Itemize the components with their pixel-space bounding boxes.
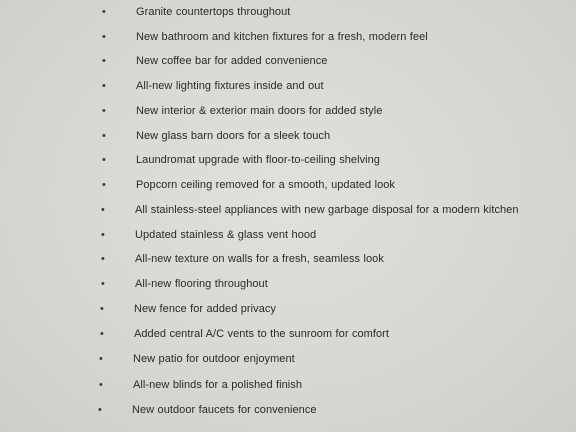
list-item xyxy=(102,150,572,170)
list-item xyxy=(101,274,571,294)
list-item xyxy=(102,126,572,146)
list-item xyxy=(100,324,570,344)
bullet: • xyxy=(99,353,103,365)
list-item-text: New interior & exterior main doors for added style xyxy=(136,105,383,117)
bullet: • xyxy=(100,303,104,315)
list-item-text: All stainless-steel appliances with new garbage disposal for a modern kitchen xyxy=(135,204,519,216)
bullet: • xyxy=(101,204,105,216)
bullet: • xyxy=(101,253,105,265)
bullet: • xyxy=(102,130,106,142)
list-item-text: Granite countertops throughout xyxy=(136,6,291,18)
bullet: • xyxy=(101,229,105,241)
list-item xyxy=(99,349,569,369)
list-item-text: All-new blinds for a polished finish xyxy=(133,379,302,391)
list-item xyxy=(101,200,571,220)
list-item-text: All-new texture on walls for a fresh, seamless look xyxy=(135,253,384,265)
bullet: • xyxy=(100,328,104,340)
list-item-text: Popcorn ceiling removed for a smooth, updated look xyxy=(136,179,395,191)
list-item-text: All-new lighting fixtures inside and out xyxy=(136,80,324,92)
list-item-text: Added central A/C vents to the sunroom for comfort xyxy=(134,328,389,340)
list-item-text: Updated stainless & glass vent hood xyxy=(135,229,317,241)
bullet: • xyxy=(102,179,106,191)
list-item-text: New outdoor faucets for convenience xyxy=(132,404,317,416)
bullet: • xyxy=(98,404,102,416)
list-item-text: New coffee bar for added convenience xyxy=(136,55,328,67)
list-item-text: All-new flooring throughout xyxy=(135,278,268,290)
list-item-text: Laundromat upgrade with floor-to-ceiling shelving xyxy=(136,154,380,166)
bullet: • xyxy=(102,55,106,67)
list-item xyxy=(102,76,572,96)
list-item xyxy=(101,225,571,245)
bullet: • xyxy=(102,105,106,117)
list-item xyxy=(101,249,571,269)
list-item xyxy=(100,299,570,319)
list-item xyxy=(102,51,572,71)
bullet: • xyxy=(102,154,106,166)
bullet: • xyxy=(102,31,106,43)
list-item xyxy=(102,27,572,47)
list-item xyxy=(98,400,568,420)
list-item xyxy=(102,175,572,195)
list-item-text: New patio for outdoor enjoyment xyxy=(133,353,295,365)
bullet: • xyxy=(99,379,103,391)
bullet: • xyxy=(101,278,105,290)
list-item xyxy=(102,101,572,121)
list-item xyxy=(99,375,569,395)
list-item-text: New fence for added privacy xyxy=(134,303,276,315)
bullet: • xyxy=(102,80,106,92)
list-item-text: New glass barn doors for a sleek touch xyxy=(136,130,331,142)
bullet: • xyxy=(102,6,106,18)
list-item-text: New bathroom and kitchen fixtures for a fresh, modern feel xyxy=(136,31,428,43)
list-item xyxy=(102,2,572,22)
